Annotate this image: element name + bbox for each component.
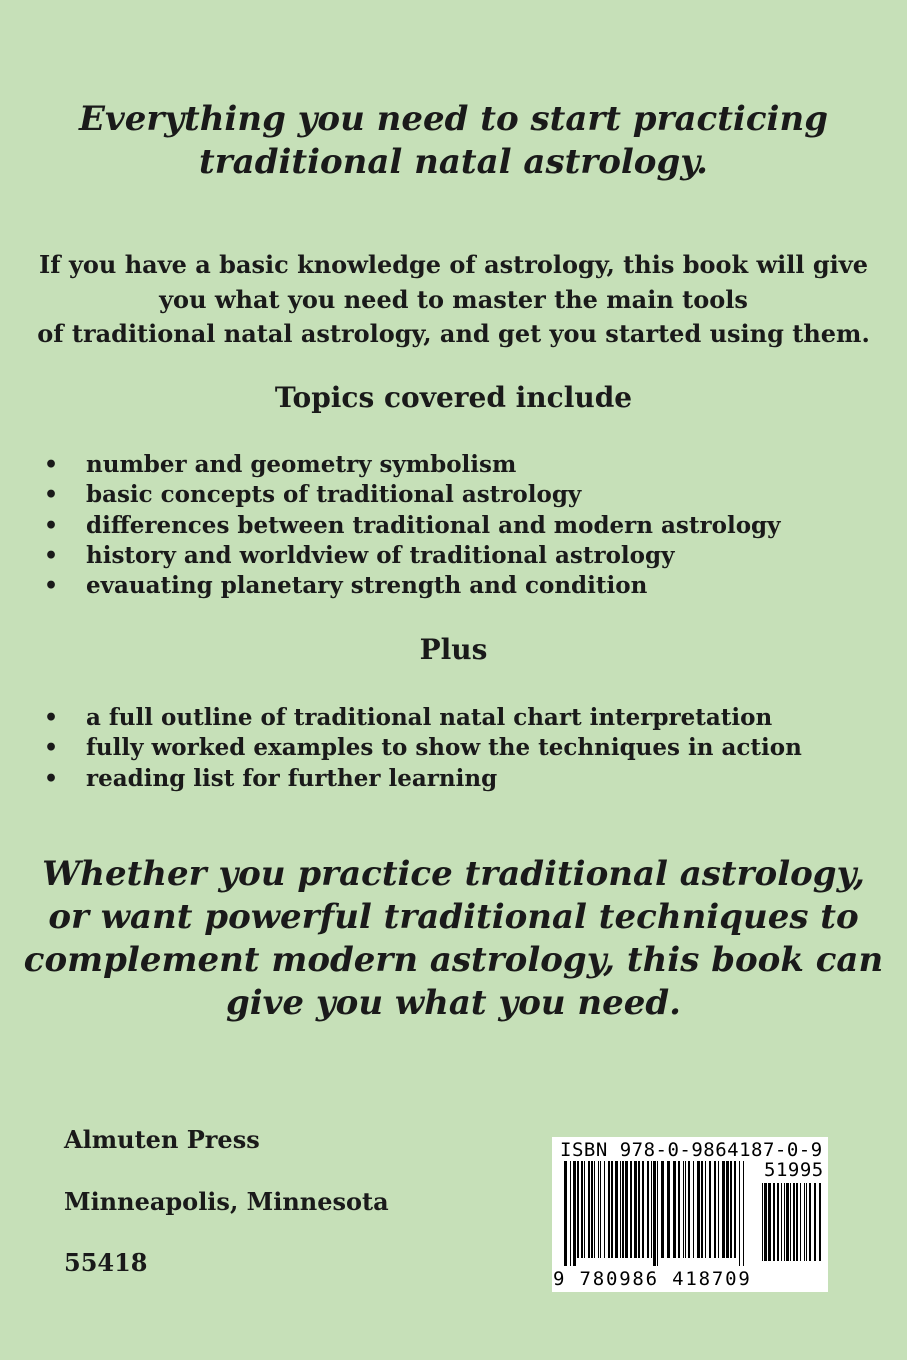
publisher-city: Minneapolis, Minnesota — [64, 1187, 389, 1216]
barcode-bar — [683, 1161, 684, 1258]
barcode-bar — [685, 1161, 686, 1258]
barcode-bar — [630, 1161, 632, 1258]
barcode-bar — [611, 1161, 613, 1258]
barcode-bar — [773, 1183, 775, 1261]
barcode-bar — [638, 1161, 640, 1258]
barcode-bar — [651, 1161, 652, 1258]
barcode-bar — [734, 1161, 736, 1258]
topics-heading: Topics covered include — [274, 381, 633, 414]
publisher-name: Almuten Press — [64, 1125, 260, 1154]
barcode-bar — [584, 1161, 585, 1258]
barcode-bar — [634, 1161, 637, 1258]
barcode-bar — [743, 1161, 744, 1266]
barcode-bar — [688, 1161, 690, 1258]
publisher-zip: 55418 — [64, 1248, 148, 1277]
barcode-bar — [604, 1161, 605, 1258]
barcode-bar — [777, 1183, 779, 1261]
barcode-bar — [598, 1161, 599, 1258]
barcode-bar — [581, 1161, 583, 1258]
barcode-bar — [804, 1183, 805, 1261]
barcode-bar — [693, 1161, 694, 1258]
closing-line-2: or want powerful traditional techniques to — [48, 897, 859, 937]
list-item-text: number and geometry symbolism — [86, 451, 517, 478]
barcode-bar — [739, 1161, 740, 1266]
barcode-bar — [768, 1183, 771, 1261]
plus-heading: Plus — [419, 633, 488, 666]
barcode-bar — [588, 1161, 590, 1258]
barcode-bar — [661, 1161, 664, 1258]
barcode-bars-icon — [564, 1161, 746, 1266]
barcode-bar — [705, 1161, 706, 1258]
barcode-bar — [796, 1183, 798, 1261]
isbn-barcode — [552, 1137, 828, 1292]
closing-line-3: complement modern astrology, this book can — [23, 940, 884, 980]
barcode-bar — [790, 1183, 791, 1261]
barcode-bar — [819, 1183, 821, 1261]
barcode-bar — [608, 1161, 610, 1258]
bullet-icon: • — [44, 765, 59, 792]
barcode-bar — [642, 1161, 644, 1258]
price-code: 51995 — [764, 1159, 824, 1181]
barcode-bar — [653, 1161, 656, 1266]
barcode-bar — [673, 1161, 676, 1258]
barcode-bar — [600, 1161, 601, 1258]
barcode-bar — [701, 1161, 703, 1258]
barcode-bar — [809, 1183, 811, 1261]
barcode-bar — [814, 1183, 816, 1261]
barcode-bar — [678, 1161, 680, 1258]
barcode-bar — [591, 1161, 593, 1258]
list-item-text: evauating planetary strength and condition — [86, 572, 648, 600]
barcode-bar — [762, 1183, 763, 1261]
barcode-bar — [573, 1161, 576, 1266]
barcode-bar — [564, 1161, 567, 1266]
barcode-bar — [625, 1161, 628, 1258]
bullet-icon: • — [44, 542, 59, 569]
price-barcode-bars-icon — [762, 1183, 822, 1269]
barcode-bar — [730, 1161, 732, 1258]
intro-line-2: you what you need to master the main tools — [159, 284, 748, 314]
intro-line-3: of traditional natal astrology, and get you started using them. — [37, 319, 870, 348]
intro-line-1: If you have a basic knowledge of astrology, this book will give — [39, 250, 868, 279]
intro-paragraph — [0, 248, 907, 352]
tagline-line-2: traditional natal astrology. — [199, 142, 708, 182]
barcode-bar — [697, 1161, 700, 1258]
barcode-bar — [718, 1161, 719, 1258]
list-item-text: reading list for further learning — [86, 764, 498, 792]
bullet-icon: • — [44, 705, 59, 731]
bullet-icon: • — [44, 482, 59, 509]
list-item-text: basic concepts of traditional astrology — [86, 481, 582, 509]
barcode-bar — [714, 1161, 716, 1258]
barcode-bar — [722, 1161, 725, 1258]
list-item-text: a full outline of traditional natal chart interpretation — [86, 704, 773, 731]
barcode-bar — [784, 1183, 785, 1261]
list-item-text: differences between traditional and modern astrology — [86, 511, 781, 539]
barcode-bar — [709, 1161, 711, 1258]
barcode-bar — [647, 1161, 649, 1258]
barcode-bar — [622, 1161, 624, 1258]
barcode-bar — [657, 1161, 658, 1266]
barcode-bar — [667, 1161, 670, 1258]
list-item-text: history and worldview of traditional astrology — [86, 541, 675, 569]
barcode-bar — [615, 1161, 618, 1258]
bullet-icon: • — [44, 573, 59, 600]
ean-digits: 9 780986 418709 — [553, 1268, 752, 1290]
closing-statement — [0, 853, 907, 1025]
tagline — [0, 98, 907, 184]
closing-line-1: Whether you practice traditional astrology, — [42, 854, 865, 894]
closing-line-4: give you what you need. — [225, 983, 682, 1023]
bullet-icon: • — [44, 735, 59, 762]
barcode-bar — [570, 1161, 571, 1266]
barcode-bar — [800, 1183, 801, 1261]
barcode-bar — [786, 1183, 789, 1261]
list-item-text: fully worked examples to show the techniques in action — [86, 734, 802, 762]
barcode-bar — [594, 1161, 595, 1258]
barcode-bar — [726, 1161, 729, 1258]
barcode-bar — [781, 1183, 782, 1261]
bullet-icon: • — [44, 452, 59, 478]
barcode-bar — [764, 1183, 767, 1261]
bullet-icon: • — [44, 512, 59, 539]
tagline-line-1: Everything you need to start practicing — [79, 99, 828, 139]
barcode-bar — [806, 1183, 807, 1261]
barcode-bar — [793, 1183, 795, 1261]
barcode-bar — [620, 1161, 621, 1258]
barcode-bar — [577, 1161, 579, 1258]
isbn-label: ISBN 978-0-9864187-0-9 — [560, 1139, 823, 1161]
